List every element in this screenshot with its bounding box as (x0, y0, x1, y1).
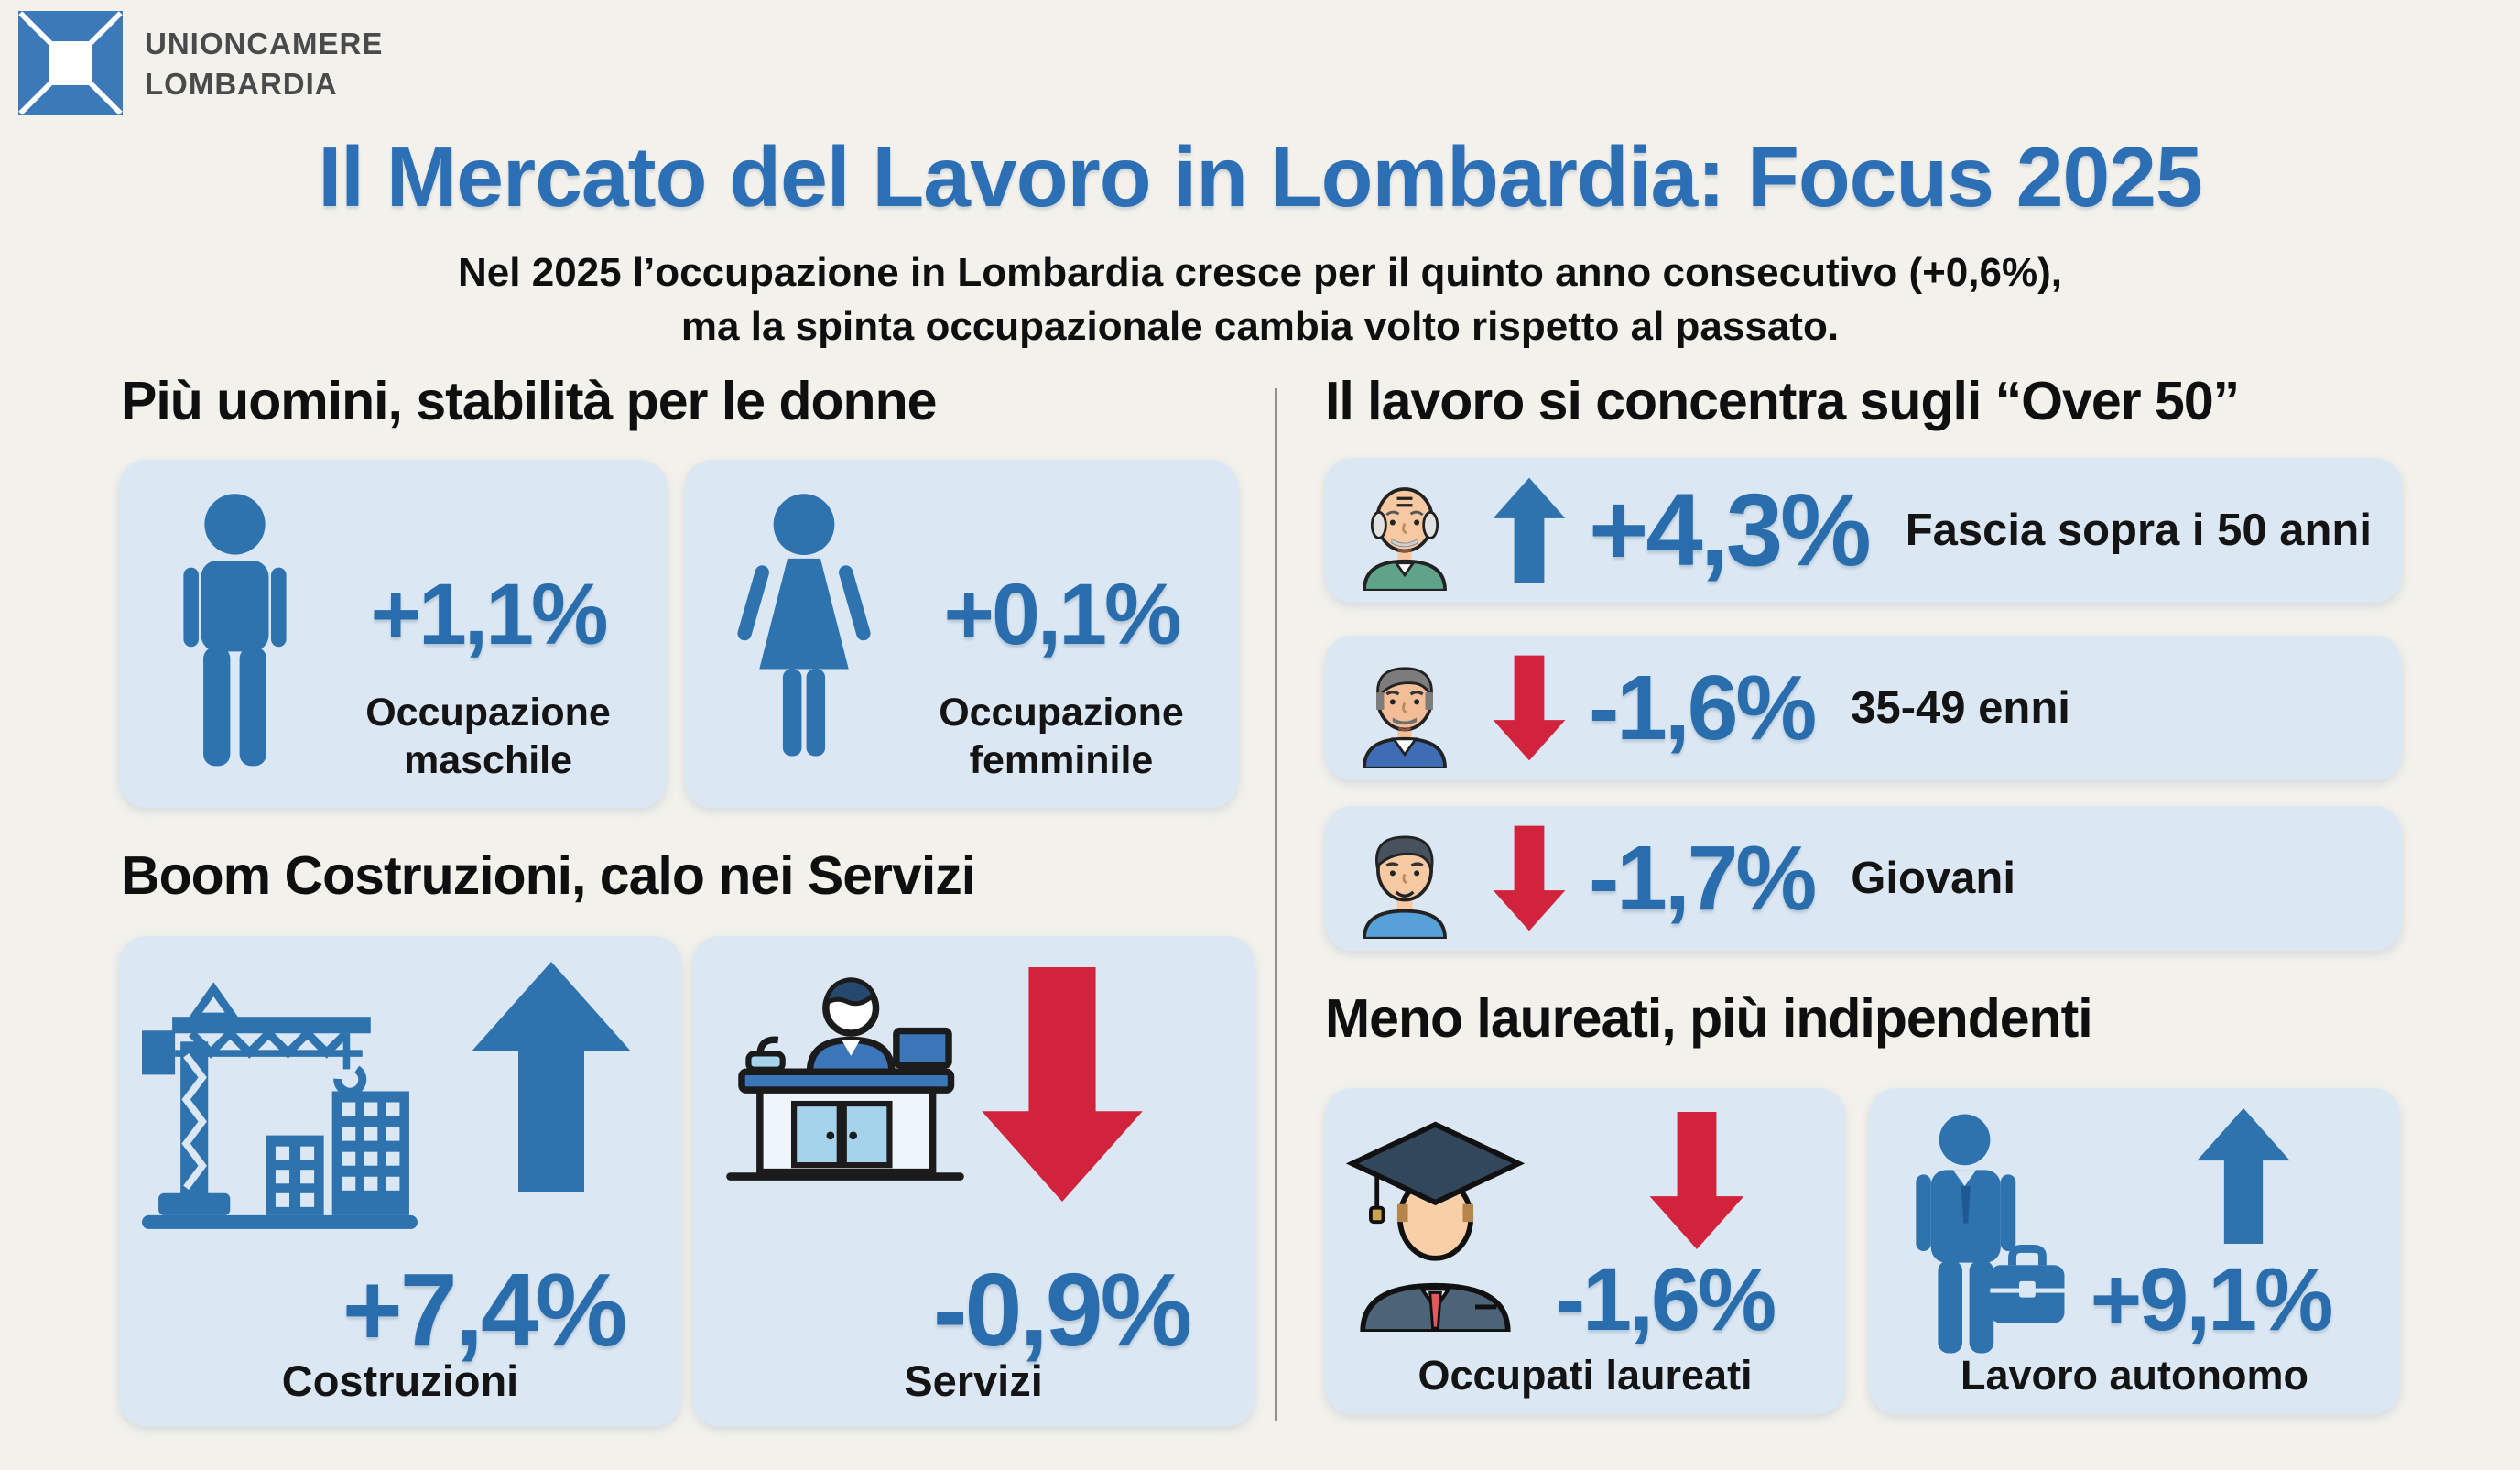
card-self-employment (1869, 1088, 2400, 1414)
brand-line2: LOMBARDIA (145, 67, 338, 101)
subtitle-line1: Nel 2025 l’occupazione in Lombardia cresce per il quinto anno consecutivo (+0,6%), (458, 250, 2062, 295)
down-arrow-icon (1647, 1112, 1746, 1249)
row-35-49 (1325, 636, 2402, 780)
male-icon (165, 493, 305, 773)
female-value: +0,1% (943, 566, 1179, 663)
up-arrow-icon (1492, 475, 1567, 585)
self-employment-value: +9,1% (2090, 1249, 2331, 1349)
brand-line1: UNIONCAMERE (145, 27, 384, 60)
down-arrow-icon (978, 967, 1146, 1202)
services-value: -0,9% (932, 1252, 1190, 1367)
female-label: Occupazione femminile (939, 691, 1184, 782)
heading-sectors: Boom Costruzioni, calo nei Servizi (121, 845, 976, 906)
construction-crane-icon (139, 973, 429, 1235)
construction-value: +7,4% (342, 1252, 625, 1367)
graduates-label: Occupati laureati (1418, 1352, 1753, 1399)
card-male-employment (119, 460, 667, 808)
self-employment-label: Lavoro autonomo (1961, 1352, 2308, 1399)
row-over-50 (1325, 458, 2402, 603)
male-label: Occupazione maschile (365, 691, 611, 782)
over-50-value: +4,3% (1589, 473, 1869, 587)
row-giovani (1325, 806, 2402, 951)
subtitle-line2: ma la spinta occupazionale cambia volto rispetto al passato. (680, 304, 1840, 349)
card-graduates (1325, 1088, 1845, 1414)
middle-aged-man-icon (1349, 648, 1461, 768)
card-construction (119, 936, 681, 1426)
up-arrow-icon (469, 962, 634, 1192)
male-value: +1,1% (370, 566, 606, 663)
unioncamere-logo-icon (18, 11, 123, 115)
down-arrow-icon (1492, 653, 1567, 763)
giovani-label: Giovani (1851, 854, 2015, 903)
up-arrow-icon (2195, 1108, 2292, 1244)
brand-name (145, 24, 383, 104)
graduates-value: -1,6% (1555, 1249, 1775, 1349)
heading-age: Il lavoro si concentra sugli “Over 50” (1325, 371, 2240, 431)
young-man-icon (1349, 818, 1461, 939)
35-49-label: 35-49 enni (1851, 683, 2070, 733)
over-50-label: Fascia sopra i 50 anni (1905, 506, 2372, 555)
service-desk-icon (714, 967, 976, 1183)
heading-gender: Più uomini, stabilità per le donne (121, 371, 937, 431)
services-label: Servizi (904, 1356, 1043, 1405)
female-icon (722, 493, 886, 775)
35-49-value: -1,6% (1589, 657, 1815, 759)
heading-education: Meno laureati, più indipendenti (1325, 988, 2092, 1049)
senior-man-icon (1349, 470, 1461, 591)
giovani-value: -1,7% (1589, 827, 1815, 930)
page-title: Il Mercato del Lavoro in Lombardia: Focus 2025 (318, 129, 2202, 224)
column-divider (1275, 388, 1277, 1421)
page-subtitle (0, 245, 2520, 354)
down-arrow-icon (1492, 823, 1567, 933)
card-female-employment (685, 460, 1238, 808)
construction-label: Costruzioni (281, 1356, 519, 1405)
card-services (692, 936, 1255, 1426)
